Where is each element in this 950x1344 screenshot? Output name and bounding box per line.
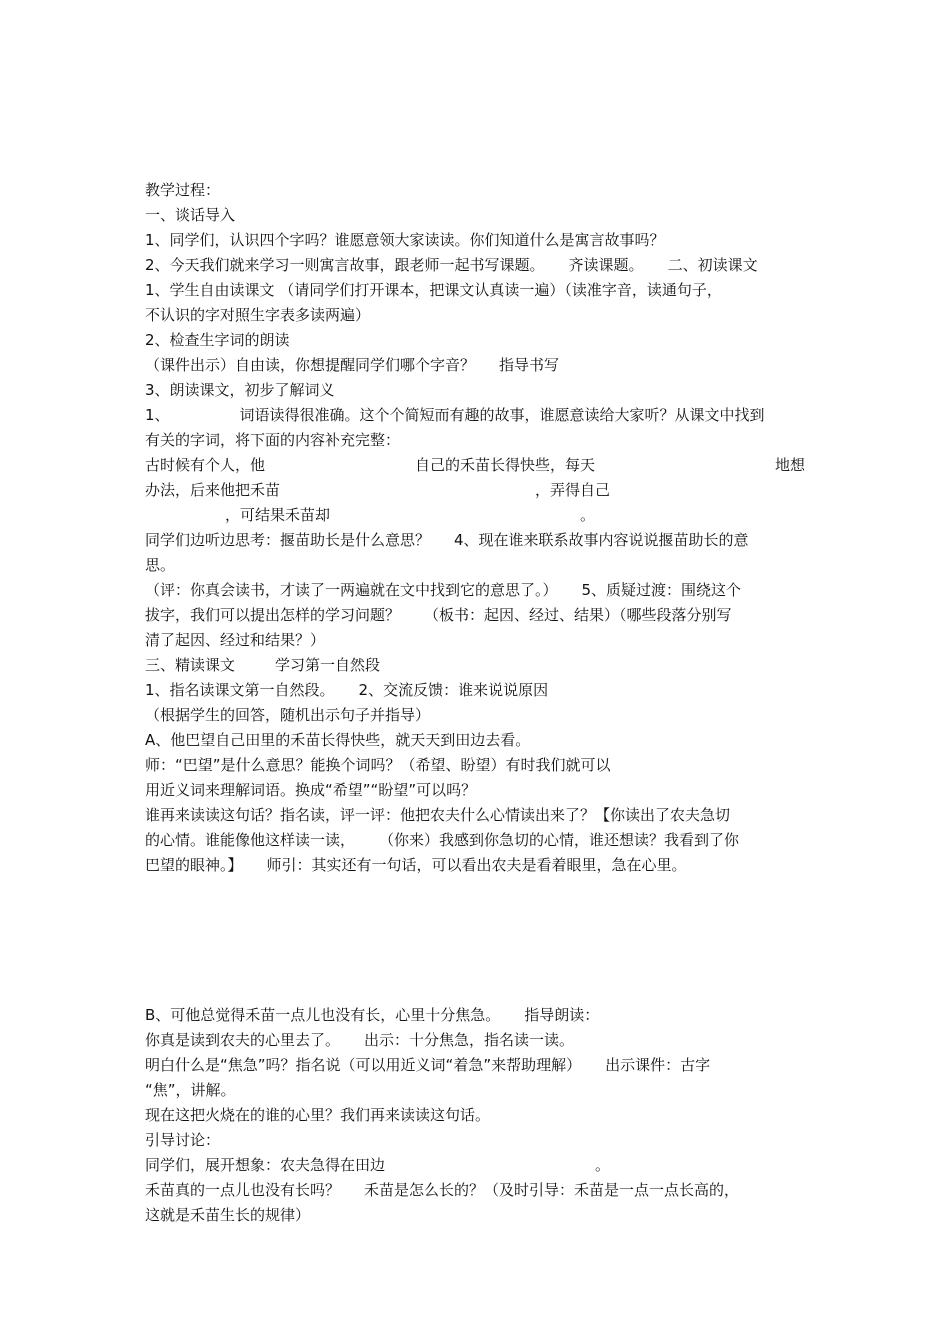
paragraph: 谁再来读读这句话？指名读，评一评：他把农夫什么心情读出来了？【你读出了农夫急切 bbox=[145, 806, 731, 824]
paragraph bbox=[145, 355, 810, 375]
fill-blank-line bbox=[145, 455, 810, 475]
text-run: （板书：起因、经过、结果）（哪些段落分别写 bbox=[424, 606, 732, 624]
text-run: 巴望的眼神。】 bbox=[145, 856, 243, 874]
text-run: 你真是读到农夫的心里去了。 bbox=[145, 1031, 341, 1049]
doc-title: 教学过程： bbox=[145, 181, 221, 199]
fill-blank-line bbox=[145, 1155, 810, 1175]
paragraph: A、他巴望自己田里的禾苗长得快些，就天天到田边去看。 bbox=[145, 731, 531, 749]
text-run: 。 bbox=[595, 1156, 611, 1174]
paragraph: 引导讨论： bbox=[145, 1131, 221, 1149]
paragraph: 师：“巴望”是什么意思？能换个词吗？（希望、盼望）有时我们就可以 bbox=[145, 756, 611, 774]
text-run: 词语读得很准确。这个个简短而有趣的故事，谁愿意读给大家听？从课文中找到 bbox=[239, 406, 765, 424]
paragraph bbox=[145, 255, 810, 275]
text-run: 师引：其实还有一句话，可以看出农夫是看着眼里，急在心里。 bbox=[266, 856, 687, 874]
paragraph bbox=[145, 530, 810, 550]
text-run: （你来）我感到你急切的心情，谁还想读？我看到了你 bbox=[379, 831, 740, 849]
text-run: 4、现在谁来联系故事内容说说揠苗助长的意 bbox=[454, 531, 749, 549]
text-run: 指导书写 bbox=[499, 356, 560, 374]
fill-blank-line bbox=[145, 480, 810, 500]
text-run: ，弄得自己 bbox=[535, 481, 611, 499]
text-run: 。 bbox=[580, 506, 596, 524]
paragraph: 清了起因、经过和结果？） bbox=[145, 631, 326, 649]
text-run: 三、精读课文 bbox=[145, 656, 236, 674]
text-run: 1、指名读课文第一自然段。 bbox=[145, 681, 335, 699]
paragraph: （根据学生的回答，随机出示句子并指导） bbox=[145, 706, 431, 724]
text-run: 出示课件：古字 bbox=[605, 1056, 711, 1074]
text-run: 自己的禾苗长得快些，每天 bbox=[415, 456, 596, 474]
text-run: 出示：十分焦急，指名读一读。 bbox=[364, 1031, 575, 1049]
paragraph bbox=[145, 405, 810, 425]
paragraph: 2、检查生字词的朗读 bbox=[145, 331, 290, 349]
paragraph: 3、朗读课文，初步了解词义 bbox=[145, 381, 335, 399]
text-run: （评：你真会读书，才读了一两遍就在文中找到它的意思了。） bbox=[145, 581, 558, 599]
text-run: ，可结果禾苗却 bbox=[225, 506, 331, 524]
paragraph: 思。 bbox=[145, 556, 176, 574]
text-run: 拔字，我们可以提出怎样的学习问题？ bbox=[145, 606, 401, 624]
text-run: 学习第一自然段 bbox=[275, 656, 381, 674]
paragraph: 1、学生自由读课文 （请同学们打开课本，把课文认真读一遍）（读准字音，读通句子， bbox=[145, 281, 722, 299]
paragraph bbox=[145, 580, 810, 600]
text-run: 1、 bbox=[145, 406, 170, 424]
paragraph: 不认识的字对照生字表多读两遍） bbox=[145, 306, 371, 324]
text-run: 指导朗读： bbox=[524, 1006, 600, 1024]
text-run: 禾苗真的一点儿也没有长吗？ bbox=[145, 1181, 341, 1199]
text-run: 办法，后来他把禾苗 bbox=[145, 481, 281, 499]
paragraph bbox=[145, 855, 810, 875]
paragraph: “焦”，讲解。 bbox=[145, 1081, 236, 1099]
section-heading: 二、初读课文 bbox=[667, 256, 758, 274]
text-run: 古时候有个人，他 bbox=[145, 456, 266, 474]
paragraph: 用近义词来理解词语。换成“希望”“盼望”可以吗？ bbox=[145, 781, 477, 799]
paragraph bbox=[145, 1030, 810, 1050]
paragraph bbox=[145, 830, 810, 850]
paragraph bbox=[145, 1005, 810, 1025]
text-run: B、可他总觉得禾苗一点儿也没有长，心里十分焦急。 bbox=[145, 1006, 501, 1024]
text-run: 禾苗是怎么长的？（及时引导：禾苗是一点一点长高的， bbox=[364, 1181, 740, 1199]
text-run: （课件出示）自由读，你想提醒同学们哪个字音？ bbox=[145, 356, 476, 374]
text-run: 同学们，展开想象：农夫急得在田边 bbox=[145, 1156, 386, 1174]
paragraph bbox=[145, 680, 810, 700]
text-run: 5、质疑过渡：围绕这个 bbox=[581, 581, 742, 599]
text-run: 的心情。谁能像他这样读一读， bbox=[145, 831, 356, 849]
text-run: 同学们边听边思考：揠苗助长是什么意思？ bbox=[145, 531, 431, 549]
paragraph: 1、同学们，认识四个字吗？谁愿意领大家读读。你们知道什么是寓言故事吗？ bbox=[145, 231, 665, 249]
section-heading: 一、谈话导入 bbox=[145, 206, 236, 224]
section-heading bbox=[145, 655, 810, 675]
paragraph: 有关的字词，将下面的内容补充完整： bbox=[145, 431, 401, 449]
text-run: 2、交流反馈：谁来说说原因 bbox=[358, 681, 549, 699]
paragraph: 现在这把火烧在的谁的心里？我们再来读读这句话。 bbox=[145, 1106, 491, 1124]
text-run: 地想 bbox=[775, 456, 806, 474]
paragraph bbox=[145, 605, 810, 625]
text-run: 齐读课题。 bbox=[568, 256, 644, 274]
text-run: 2、今天我们就来学习一则寓言故事，跟老师一起书写课题。 bbox=[145, 256, 545, 274]
paragraph bbox=[145, 1180, 810, 1200]
text-run: 明白什么是“焦急”吗？指名说（可以用近义词“着急”来帮助理解） bbox=[145, 1056, 582, 1074]
paragraph: 这就是禾苗生长的规律） bbox=[145, 1206, 311, 1224]
paragraph bbox=[145, 1055, 810, 1075]
